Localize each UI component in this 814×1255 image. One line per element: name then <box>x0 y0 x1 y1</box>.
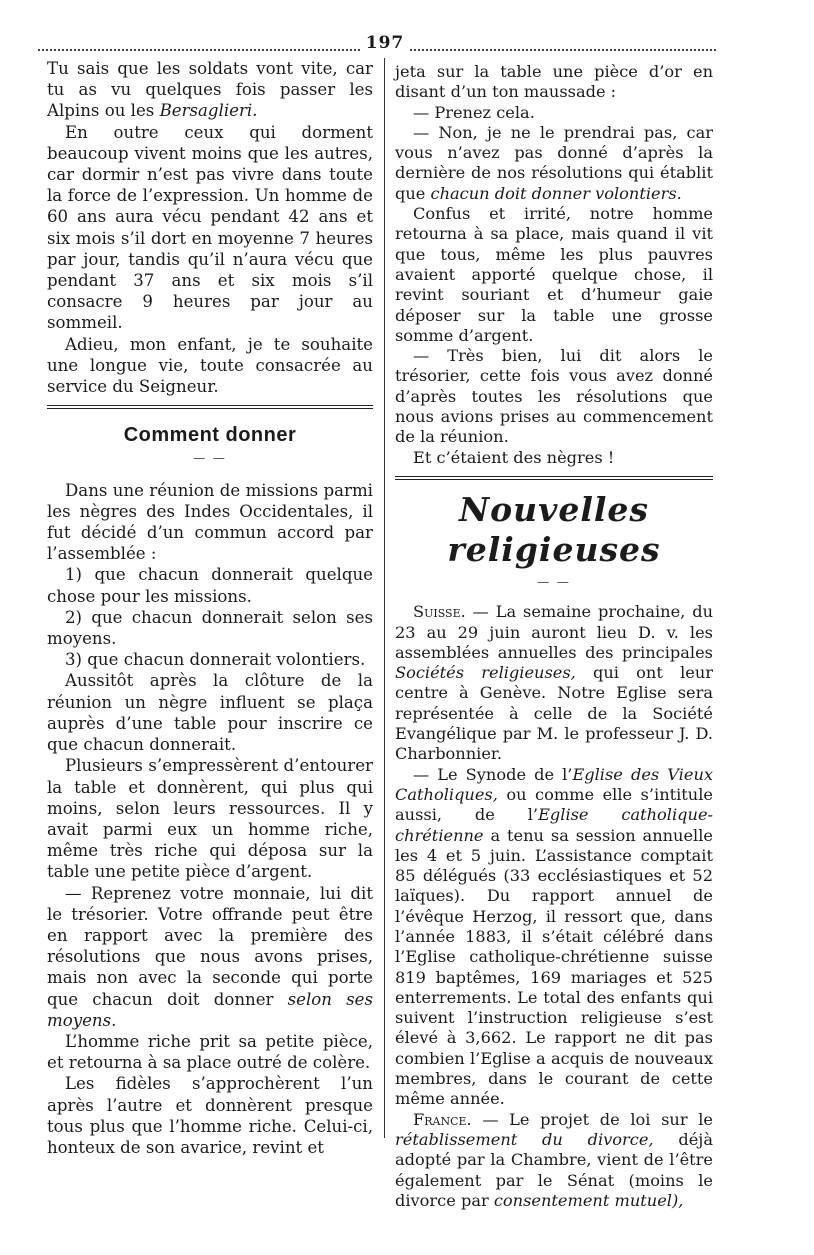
paragraph: En outre ceux qui dorment beaucoup vivent moins que les autres, car dormir n’est pas vivre dans toute la force de l’expression. Un homme de 60 ans aura vécu pendant 42 ans et six mois s’il dort en moyenne 7 heures par jour, tandis qu’il n’aura vécu que pendant 37 ans et six mois s’il consacre 9 heures par jour au sommeil. <box>47 122 373 333</box>
paragraph: Tu sais que les soldats vont vite, car tu as vu quelques fois passer les Alpins ou les Bersaglieri. <box>47 59 373 121</box>
list-item: 1) que chacun donnerait quelque chose pour les missions. <box>47 565 373 606</box>
section-separator <box>47 405 373 409</box>
paragraph: Les fidèles s’approchèrent l’un après l’autre et donnèrent presque tous plus que l’homme riche. Celui-ci, honteux de son avarice, revint et <box>47 1074 373 1157</box>
paragraph: — Reprenez votre monnaie, lui dit le trésorier. Votre offrande peut être en rapport avec la première des résolutions que nous avons prises, mais non avec la seconde qui porte que chacun doit donner selon ses moyens. <box>47 883 373 1030</box>
paragraph: — Non, je ne le prendrai pas, car vous n’avez pas donné d’après la dernière de nos résolutions qui établit que chacun doit donner volontiers. <box>395 122 713 203</box>
page-number: 197 <box>360 33 410 53</box>
paragraph: L’homme riche prit sa petite pièce, et retourna à sa place outré de colère. <box>47 1031 373 1073</box>
column-divider <box>384 58 385 1138</box>
left-column <box>47 58 373 1158</box>
country-label: France. <box>413 1109 472 1129</box>
paragraph: — Très bien, lui dit alors le trésorier, cette fois vous avez donné d’après toutes les résolutions que nous avions prises au commencement de la réunion. <box>395 346 713 447</box>
list-item: 2) que chacun donnerait selon ses moyens. <box>47 607 373 649</box>
paragraph: Dans une réunion de missions parmi les nègres des Indes Occidentales, il fut décidé d’un commun accord par l’assemblée : <box>47 480 373 564</box>
right-column <box>395 62 713 1211</box>
paragraph: Et c’étaient des nègres ! <box>413 447 615 467</box>
list-item: 3) que chacun donnerait volontiers. <box>65 650 366 670</box>
paragraph: Plusieurs s’empressèrent d’entourer la table et donnèrent, qui plus qui moins, selon leurs ressources. Il y avait parmi eux un homme riche, même très riche qui déposa sur la table une petite pièce d’argent. <box>47 756 373 882</box>
paragraph: Confus et irrité, notre homme retourna à sa place, mais quand il vit que tous, même les plus pauvres avaient apporté quelque chose, il revint souriant et d’humeur gaie déposer sur la table une grosse somme d’argent. <box>395 204 713 345</box>
country-label: Suisse. <box>413 602 466 622</box>
paragraph: jeta sur la table une pièce d’or en disant d’un ton maussade : <box>395 62 713 102</box>
paragraph: — Prenez cela. <box>413 102 535 122</box>
paragraph: Adieu, mon enfant, je te souhaite une longue vie, toute consacrée au service du Seigneur. <box>47 334 373 397</box>
title-dash: — — <box>537 574 571 589</box>
news-item-suisse: Suisse. — La semaine prochaine, du 23 au 29 juin auront lieu D. v. les assemblées annuelles des principales Sociétés religieuses, qui ont leur centre à Genève. Notre Eglise sera représentée à celle de la Société Evangélique par M. le professeur J. D. Charbonnier. <box>395 602 713 764</box>
title-dash: — — <box>193 451 227 466</box>
paragraph: Aussitôt après la clôture de la réunion un nègre influent se plaça auprès d’une table pour inscrire ce que chacun donnerait. <box>47 671 373 755</box>
section-separator <box>395 476 713 480</box>
article-title: Comment donner <box>123 424 297 447</box>
news-item-synode: — Le Synode de l’Eglise des Vieux Catholiques, ou comme elle s’intitule aussi, de l’Eglise catholique-chrétienne a tenu sa session annuelle les 4 et 5 juin. L’assistance comptait 85 délégués (33 ecclésiastiques et 52 laïques). Du rapport annuel de l’évêque Herzog, il ressort que, dans l’année 1883, il s’était célébré dans l’Eglise catholique-chrétienne suisse 819 baptêmes, 169 mariages et 525 enterrements. Le total des enfants qui suivent l’instruction religieuse s’est élevé à 3,662. Le rapport ne dit pas combien l’Eglise a acquis de nouveaux membres, dans le courant de cette même année. <box>395 764 713 1109</box>
section-title: Nouvelles religieuses <box>447 489 661 569</box>
news-item-france: France. — Le projet de loi sur le rétablissement du divorce, déjà adopté par la Chambre, vient de l’être également par le Sénat (moins le divorce par consentement mutuel), <box>395 1109 713 1210</box>
